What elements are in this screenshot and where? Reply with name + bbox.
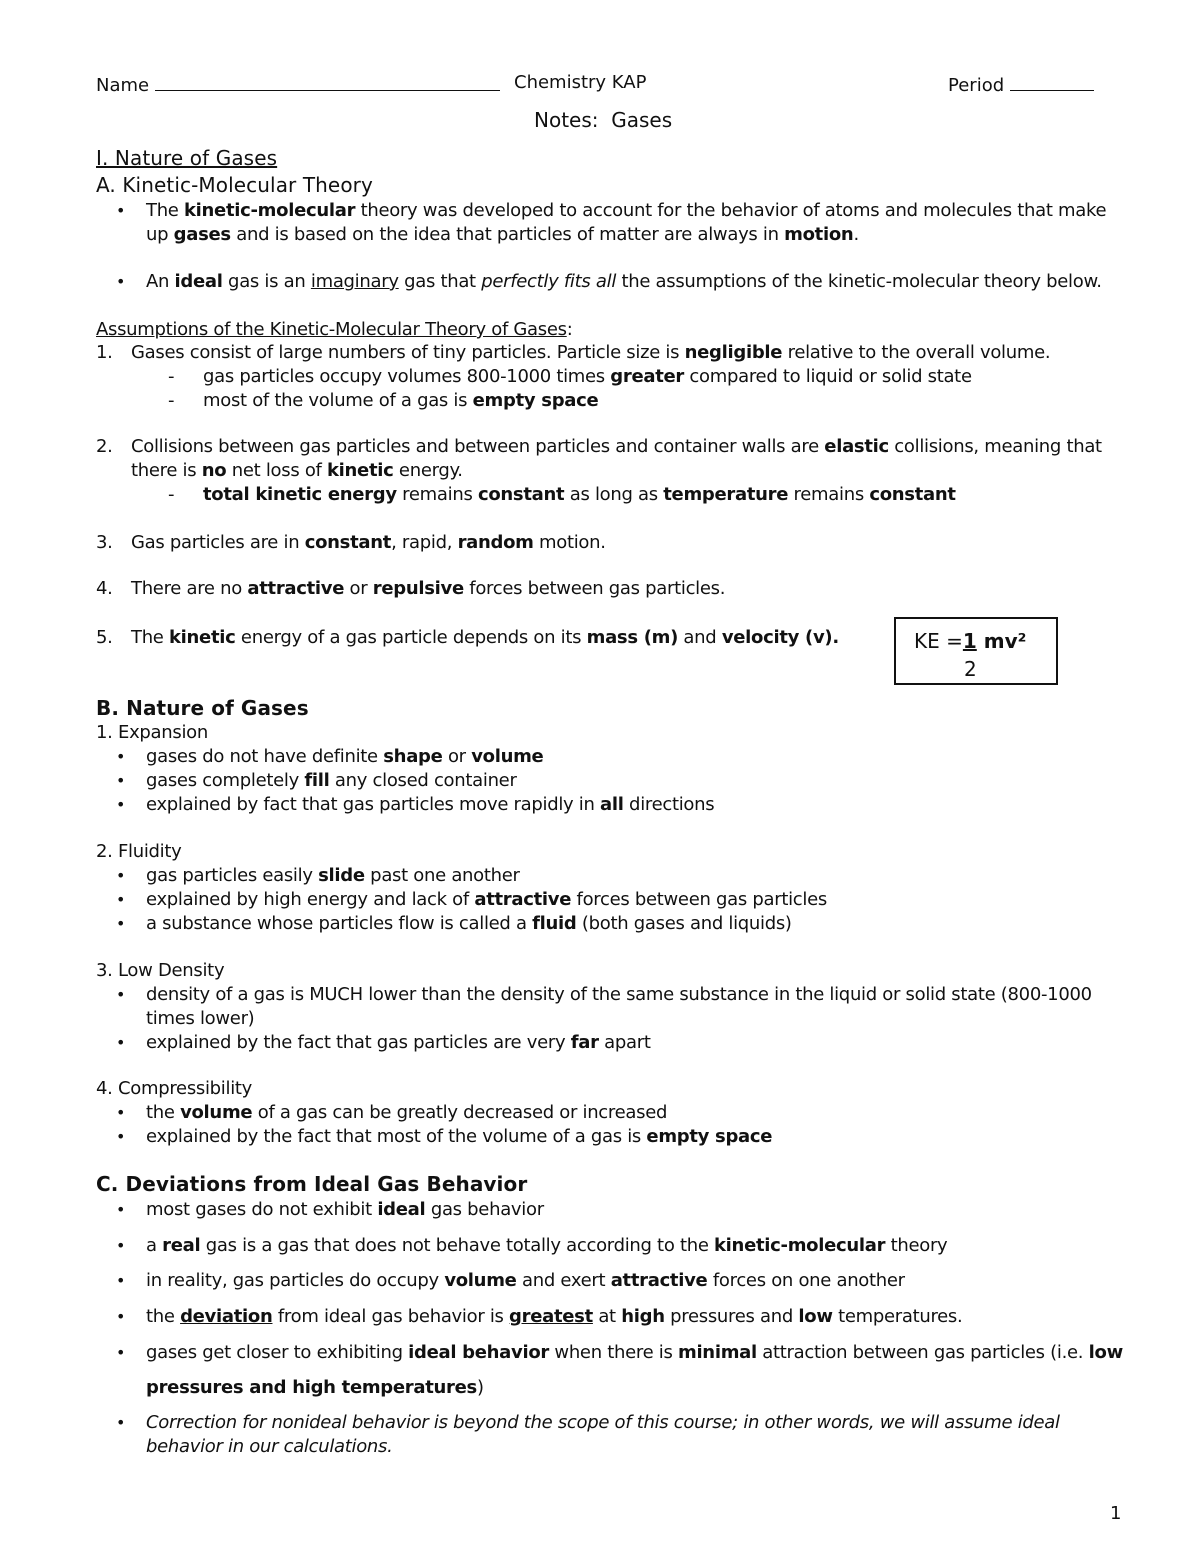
period-label: Period [948,75,1005,96]
page-title: Notes: Gases [534,108,673,132]
page-number: 1 [1110,1503,1122,1524]
period-field[interactable] [948,72,1094,96]
name-blank[interactable] [155,72,500,91]
name-field[interactable] [96,72,500,96]
course-title: Chemistry KAP [514,72,647,93]
subheading-kmt: A. Kinetic-Molecular Theory [96,173,373,197]
subheading-deviations: C. Deviations from Ideal Gas Behavior [96,1172,528,1196]
name-label: Name [96,75,150,96]
subheading-nature-of-gases: B. Nature of Gases [96,696,309,720]
kinetic-energy-formula-box [894,617,1058,685]
section-heading-nature: I. Nature of Gases [96,146,278,170]
ke-formula-denominator: 2 [964,657,977,681]
ke-formula-line: KE =1 mv² [914,629,1027,653]
period-blank[interactable] [1010,72,1094,91]
